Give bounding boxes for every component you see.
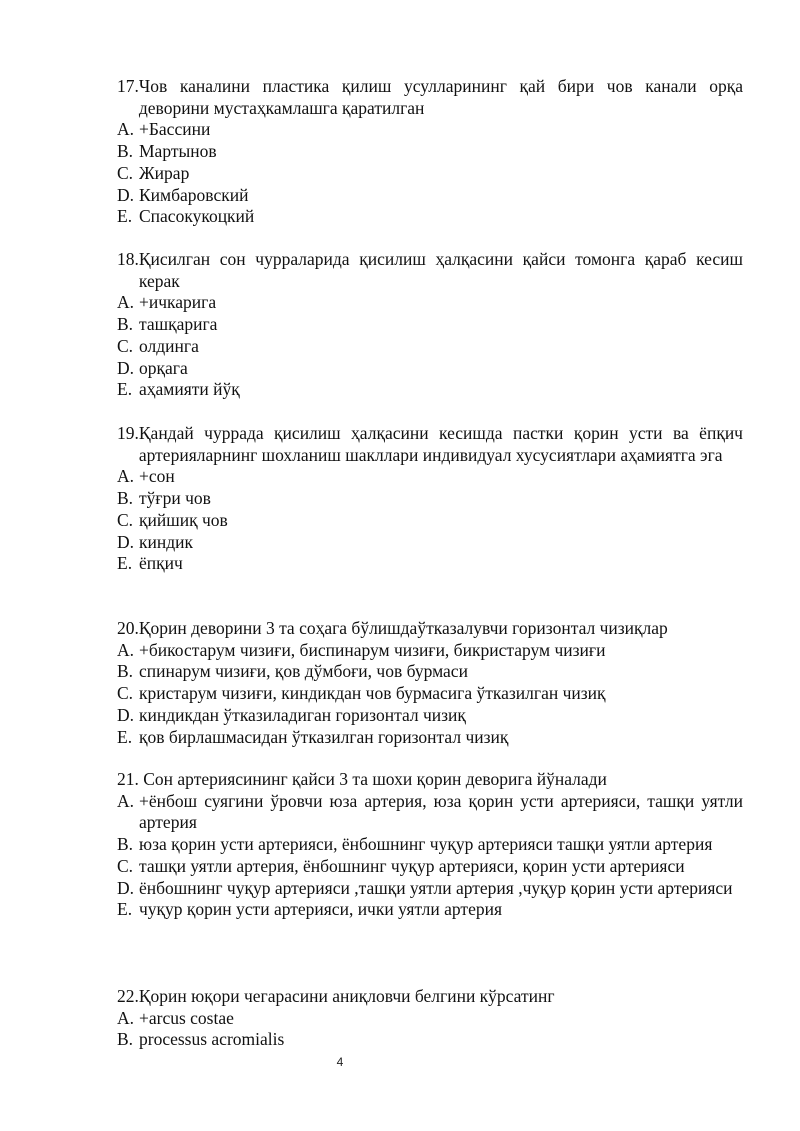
option-text: Кимбаровский	[139, 184, 249, 205]
question-20	[117, 618, 743, 748]
option-letter: E.	[117, 899, 133, 920]
option-a	[117, 791, 743, 834]
option-letter: B.	[117, 314, 134, 335]
option-letter: B.	[117, 661, 134, 682]
option-text: чуқур қорин усти артерияси, ички уятли артерия	[139, 899, 503, 920]
option-c	[117, 683, 743, 705]
option-text: Мартынов	[139, 141, 217, 162]
option-letter: D.	[117, 531, 135, 552]
option-text: қийшиқ чов	[139, 509, 228, 530]
option-a	[117, 466, 743, 488]
option-text: киндик	[139, 531, 194, 552]
option-d	[117, 532, 743, 554]
option-d	[117, 878, 743, 900]
question-number: 17.	[117, 76, 139, 96]
option-letter: A.	[117, 466, 135, 487]
option-letter: E.	[117, 206, 133, 227]
option-d	[117, 705, 743, 727]
question-stem	[117, 423, 743, 466]
page-number: 4	[336, 1055, 344, 1069]
question-text: Қорин деворини 3 та соҳага бўлишдаўтказалувчи горизонтал чизиқлар	[138, 618, 668, 638]
option-letter: D.	[117, 184, 135, 205]
option-e	[117, 553, 743, 575]
question-text: Қандай чуррада қисилиш ҳалқасини кесишда пастки қорин усти ва ёпқич артерияларнинг шохланиш шакллари индивидуал хусусиятлари аҳамиятга эга	[138, 423, 743, 465]
question-stem	[117, 618, 743, 640]
option-letter: A.	[117, 639, 135, 660]
option-text: ёнбошнинг чуқур артерияси ,ташқи уятли артерия ,чуқур қорин усти артерияси	[139, 877, 733, 898]
option-a	[117, 1008, 743, 1030]
option-text: +ичкарига	[139, 292, 217, 313]
option-letter: B.	[117, 141, 134, 162]
option-b	[117, 488, 743, 510]
option-text: спинарум чизиғи, қов дўмбоғи, чов бурмаси	[139, 661, 468, 682]
option-letter: A.	[117, 292, 135, 313]
option-c	[117, 163, 743, 185]
option-letter: D.	[117, 357, 135, 378]
question-18	[117, 249, 743, 401]
option-letter: A.	[117, 790, 135, 811]
option-letter: E.	[117, 553, 133, 574]
option-text: Жирар	[139, 162, 190, 183]
option-b	[117, 141, 743, 163]
option-e	[117, 206, 743, 228]
option-a	[117, 640, 743, 662]
option-text: ташқи уятли артерия, ёнбошнинг чуқур артерияси, қорин усти артерияси	[139, 855, 685, 876]
option-c	[117, 856, 743, 878]
question-stem	[117, 249, 743, 292]
option-letter: A.	[117, 1007, 135, 1028]
question-stem	[117, 769, 743, 791]
option-text: +бикостарум чизиғи, биспинарум чизиғи, бикристарум чизиғи	[139, 639, 606, 660]
option-text: орқага	[139, 357, 188, 378]
option-d	[117, 358, 743, 380]
option-c	[117, 336, 743, 358]
question-text: Қорин юқори чегарасини аниқловчи белгини кўрсатинг	[138, 986, 555, 1006]
question-number: 21.	[117, 769, 144, 789]
option-text: Спасокукоцкий	[139, 206, 255, 227]
option-text: +ёнбош суягини ўровчи юза артерия, юза қорин усти артерияси, ташқи уятли артерия	[139, 790, 743, 833]
option-letter: B.	[117, 834, 134, 855]
question-number: 18.	[117, 249, 139, 269]
option-text: ташқарига	[139, 314, 218, 335]
question-stem	[117, 986, 743, 1008]
question-text: Сон артериясининг қайси 3 та шохи қорин деворига йўналади	[143, 769, 607, 789]
option-d	[117, 185, 743, 207]
option-letter: D.	[117, 877, 135, 898]
option-text: тўғри чов	[139, 488, 211, 509]
option-text: +arcus costae	[139, 1007, 234, 1028]
question-stem	[117, 76, 743, 119]
option-e	[117, 727, 743, 749]
option-text: аҳамияти йўқ	[139, 379, 240, 400]
question-number: 20.	[117, 618, 139, 638]
option-b	[117, 1029, 743, 1051]
option-a	[117, 292, 743, 314]
option-letter: D.	[117, 704, 135, 725]
option-text: processus acromialis	[139, 1029, 285, 1050]
option-text: олдинга	[139, 335, 199, 356]
question-19	[117, 423, 743, 575]
option-letter: C.	[117, 683, 134, 704]
option-letter: E.	[117, 726, 133, 747]
option-a	[117, 119, 743, 141]
option-e	[117, 899, 743, 921]
option-letter: B.	[117, 488, 134, 509]
question-number: 22.	[117, 986, 139, 1006]
option-letter: C.	[117, 162, 134, 183]
option-letter: E.	[117, 379, 133, 400]
option-b	[117, 834, 743, 856]
question-17	[117, 76, 743, 228]
option-letter: B.	[117, 1029, 134, 1050]
question-text: Чов каналини пластика қилиш усулларининг қай бири чов канали орқа деворини мустаҳкамлашга қаратилган	[138, 76, 743, 118]
option-letter: C.	[117, 509, 134, 530]
option-b	[117, 314, 743, 336]
option-text: +сон	[139, 466, 175, 487]
option-b	[117, 661, 743, 683]
question-number: 19.	[117, 423, 139, 443]
question-22	[117, 986, 743, 1051]
option-letter: C.	[117, 335, 134, 356]
option-text: кристарум чизиғи, киндикдан чов бурмасига ўтказилган чизиқ	[139, 683, 606, 704]
option-letter: A.	[117, 119, 135, 140]
option-letter: C.	[117, 855, 134, 876]
option-text: юза қорин усти артерияси, ёнбошнинг чуқур артерияси ташқи уятли артерия	[139, 834, 713, 855]
option-text: +Бассини	[139, 119, 211, 140]
option-text: киндикдан ўтказиладиган горизонтал чизиқ	[139, 704, 466, 725]
option-c	[117, 510, 743, 532]
option-text: ёпқич	[139, 553, 183, 574]
question-21	[117, 769, 743, 921]
question-text: Қисилган сон чурраларида қисилиш ҳалқасини қайси томонга қараб кесиш керак	[138, 249, 743, 291]
option-text: қов бирлашмасидан ўтказилган горизонтал чизиқ	[139, 726, 509, 747]
option-e	[117, 379, 743, 401]
